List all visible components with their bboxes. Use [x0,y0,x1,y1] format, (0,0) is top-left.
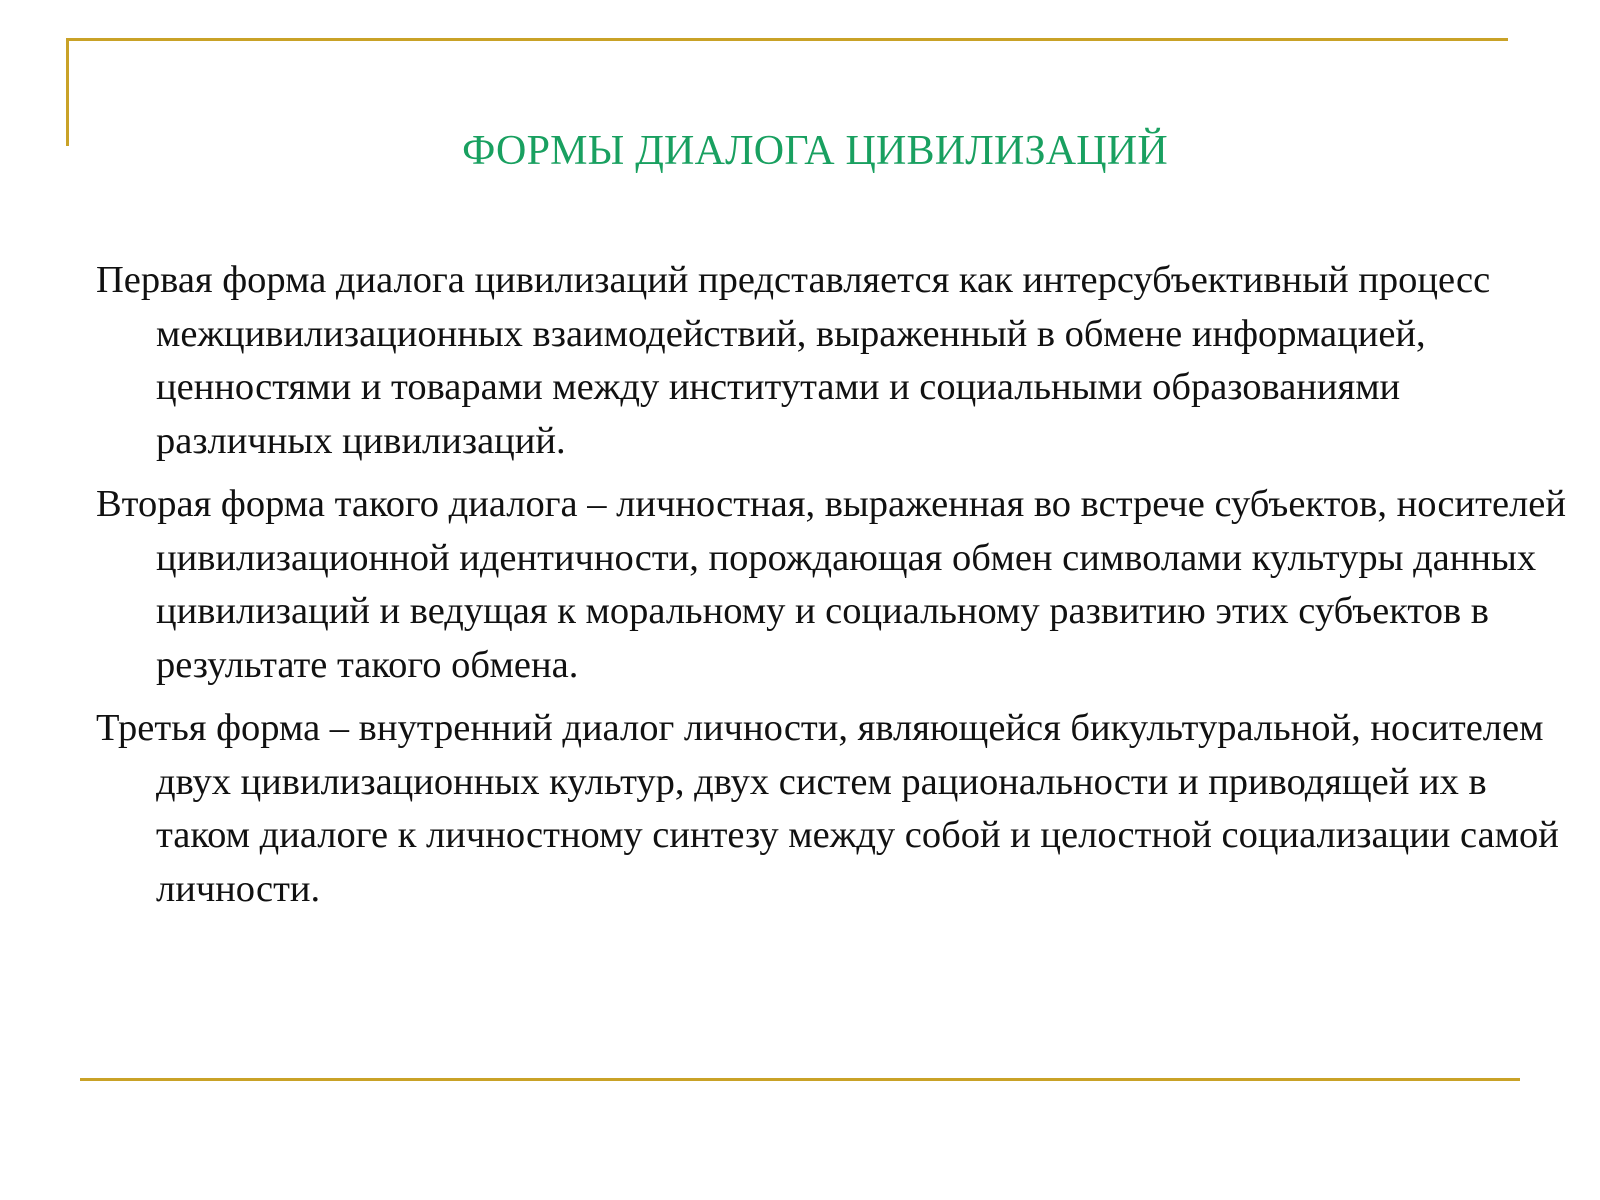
paragraph-third-form: Третья форма – внутренний диалог личности, являющейся бикультуральной, носителем двух цивилизационных культур, двух систем рациональности и приводящей их в таком диалоге к личностному синтезу между собой и целостной социализации самой личности. [96,707,1559,910]
paragraph-second-form: Вторая форма такого диалога – личностная, выраженная во встрече субъектов, носителей цивилизационной идентичности, порождающая обмен символами культуры данных цивилизаций и ведущая к моральному и социальному развитию этих субъектов в результате такого обмена. [96,483,1566,686]
slide-body [96,254,1566,926]
paragraph-first-form: Первая форма диалога цивилизаций представляется как интерсубъективный процесс межцивилизационных взаимодействий, выраженный в обмене информацией, ценностями и товарами между институтами и социальными образованиями различных цивилизаций. [96,259,1491,462]
slide-title: ФОРМЫ ДИАЛОГА ЦИВИЛИЗАЦИЙ [462,128,1168,174]
frame-top-line [66,38,1508,41]
frame-bottom-line [80,1078,1520,1081]
